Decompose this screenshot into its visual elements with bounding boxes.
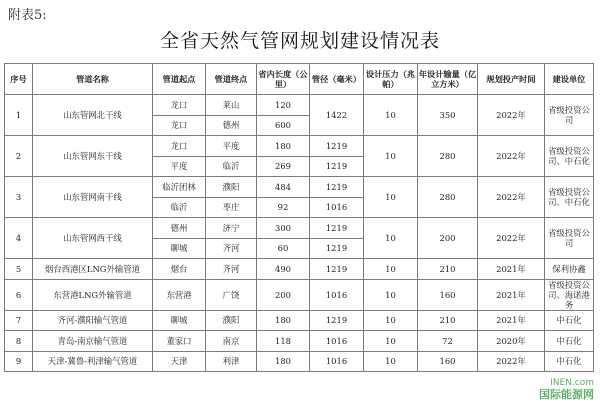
- start-point: 烟台: [153, 259, 206, 280]
- commission-time: 2021年: [478, 279, 545, 310]
- end-point: 平度: [206, 136, 257, 157]
- header-capacity: 年设计输量（亿立方米）: [418, 64, 478, 95]
- header-diameter: 管径（毫米）: [310, 64, 364, 95]
- start-point: 龙口: [153, 115, 206, 136]
- header-start: 管道起点: [153, 64, 206, 95]
- builder: 省级投资公司: [545, 218, 594, 259]
- table-row: [5, 279, 594, 310]
- diameter: 1219: [310, 136, 364, 157]
- end-point: 利津: [206, 351, 257, 372]
- capacity: 350: [418, 95, 478, 136]
- end-point: 齐河: [206, 259, 257, 280]
- header-length: 省内长度（公里）: [257, 64, 310, 95]
- pressure: 10: [364, 331, 418, 352]
- builder: 省级投资公司: [545, 95, 594, 136]
- builder: 省级投资公司、中石化: [545, 136, 594, 177]
- capacity: 210: [418, 310, 478, 331]
- diameter: 1219: [310, 259, 364, 280]
- end-point: 德州: [206, 115, 257, 136]
- length: 180: [257, 136, 310, 157]
- start-point: 聊城: [153, 310, 206, 331]
- header-end: 管道终点: [206, 64, 257, 95]
- pipeline-table: [4, 63, 594, 372]
- start-point: 德州: [153, 218, 206, 239]
- row-no: 2: [5, 136, 33, 177]
- pressure: 10: [364, 279, 418, 310]
- end-point: 莱山: [206, 95, 257, 116]
- end-point: 濮阳: [206, 177, 257, 198]
- diameter: 1219: [310, 177, 364, 198]
- start-point: 临沂: [153, 197, 206, 218]
- length: 200: [257, 279, 310, 310]
- pressure: 10: [364, 218, 418, 259]
- length: 490: [257, 259, 310, 280]
- appendix-label: 附表5:: [8, 8, 47, 23]
- diameter: 1219: [310, 156, 364, 177]
- start-point: 龙口: [153, 95, 206, 116]
- watermark-domain: INEN.com: [550, 378, 594, 388]
- diameter: 1219: [310, 218, 364, 239]
- builder: 保利协鑫: [545, 259, 594, 280]
- commission-time: 2022年: [478, 95, 545, 136]
- length: 484: [257, 177, 310, 198]
- row-no: 1: [5, 95, 33, 136]
- length: 180: [257, 351, 310, 372]
- start-point: 临沂团林: [153, 177, 206, 198]
- end-point: 濮阳: [206, 310, 257, 331]
- pressure: 10: [364, 310, 418, 331]
- capacity: 200: [418, 218, 478, 259]
- start-point: 平度: [153, 156, 206, 177]
- row-no: 6: [5, 279, 33, 310]
- pressure: 10: [364, 259, 418, 280]
- diameter: 1422: [310, 95, 364, 136]
- capacity: 280: [418, 177, 478, 218]
- commission-time: 2021年: [478, 310, 545, 331]
- diameter: 1219: [310, 238, 364, 259]
- start-point: 东营港: [153, 279, 206, 310]
- row-no: 8: [5, 331, 33, 352]
- pipeline-name: 烟台西港区LNG外输管道: [33, 259, 153, 280]
- header-pressure: 设计压力（兆帕）: [364, 64, 418, 95]
- pressure: 10: [364, 351, 418, 372]
- pipeline-name: 山东管网东干线: [33, 136, 153, 177]
- commission-time: 2022年: [478, 136, 545, 177]
- pressure: 10: [364, 95, 418, 136]
- builder: 省级投资公司、中石化: [545, 177, 594, 218]
- end-point: 广饶: [206, 279, 257, 310]
- start-point: 龙口: [153, 136, 206, 157]
- length: 269: [257, 156, 310, 177]
- commission-time: 2020年: [478, 331, 545, 352]
- pressure: 10: [364, 177, 418, 218]
- length: 60: [257, 238, 310, 259]
- table-row: [5, 310, 594, 331]
- end-point: 枣庄: [206, 197, 257, 218]
- header-row: [5, 64, 594, 95]
- length: 300: [257, 218, 310, 239]
- start-point: 董家口: [153, 331, 206, 352]
- table-title: 全省天然气管网规划建设情况表: [159, 30, 440, 52]
- table-row: [5, 331, 594, 352]
- table-row: [5, 136, 594, 157]
- table-row: [5, 177, 594, 198]
- pipeline-name: 山东管网南干线: [33, 177, 153, 218]
- capacity: 160: [418, 279, 478, 310]
- diameter: 1016: [310, 279, 364, 310]
- pipeline-name: 山东管网西干线: [33, 218, 153, 259]
- header-name: 管道名称: [33, 64, 153, 95]
- length: 600: [257, 115, 310, 136]
- end-point: 南京: [206, 331, 257, 352]
- pipeline-name: 东营港LNG外输管道: [33, 279, 153, 310]
- diameter: 1016: [310, 331, 364, 352]
- builder: 中石化: [545, 351, 594, 372]
- commission-time: 2021年: [478, 259, 545, 280]
- pressure: 10: [364, 136, 418, 177]
- header-time: 规划投产时间: [478, 64, 545, 95]
- table-row: [5, 259, 594, 280]
- diameter: 1219: [310, 310, 364, 331]
- header-unit: 建设单位: [545, 64, 594, 95]
- watermark-name: 国际能源网: [539, 388, 594, 401]
- pipeline-name: 齐河-濮阳输气管道: [33, 310, 153, 331]
- end-point: 济宁: [206, 218, 257, 239]
- row-no: 9: [5, 351, 33, 372]
- commission-time: 2022年: [478, 177, 545, 218]
- commission-time: 2022年: [478, 351, 545, 372]
- length: 180: [257, 310, 310, 331]
- length: 120: [257, 95, 310, 116]
- watermark-logo: [539, 378, 594, 400]
- start-point: 天津: [153, 351, 206, 372]
- diameter: 1016: [310, 351, 364, 372]
- length: 118: [257, 331, 310, 352]
- builder: 中石化: [545, 310, 594, 331]
- pipeline-name: 青岛-南京输气管道: [33, 331, 153, 352]
- commission-time: 2022年: [478, 218, 545, 259]
- table-row: [5, 351, 594, 372]
- capacity: 72: [418, 331, 478, 352]
- capacity: 210: [418, 259, 478, 280]
- pipeline-name: 天津-冀鲁-利津输气管道: [33, 351, 153, 372]
- row-no: 3: [5, 177, 33, 218]
- table-row: [5, 218, 594, 239]
- start-point: 聊城: [153, 238, 206, 259]
- header-no: 序号: [5, 64, 33, 95]
- row-no: 4: [5, 218, 33, 259]
- length: 92: [257, 197, 310, 218]
- table-row: [5, 95, 594, 116]
- row-no: 7: [5, 310, 33, 331]
- row-no: 5: [5, 259, 33, 280]
- end-point: 齐河: [206, 238, 257, 259]
- builder: 中石化: [545, 331, 594, 352]
- capacity: 280: [418, 136, 478, 177]
- pipeline-name: 山东管网北干线: [33, 95, 153, 136]
- diameter: 1016: [310, 197, 364, 218]
- end-point: 临沂: [206, 156, 257, 177]
- capacity: 160: [418, 351, 478, 372]
- builder: 省级投资公司、海诺港务: [545, 279, 594, 310]
